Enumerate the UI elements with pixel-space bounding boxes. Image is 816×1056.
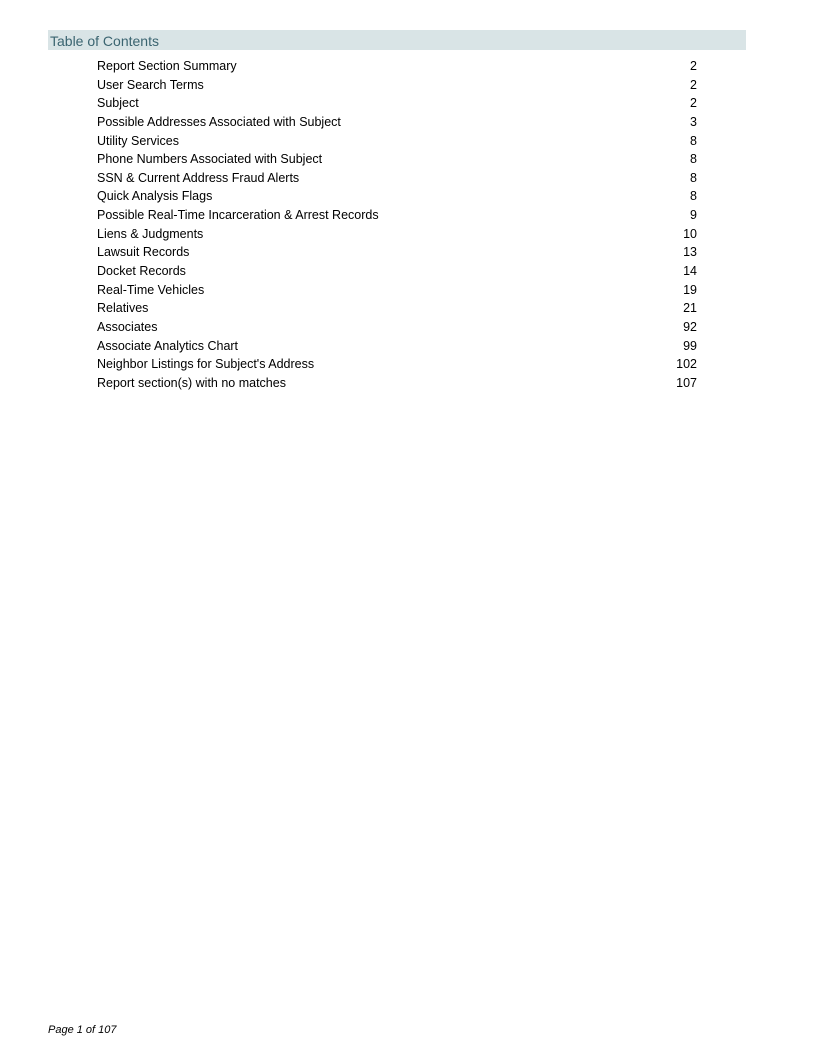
- toc-entry[interactable]: [97, 299, 697, 318]
- toc-entry-page-number[interactable]: 3: [690, 114, 697, 129]
- toc-title: Table of Contents: [50, 33, 159, 49]
- toc-entry-label[interactable]: Report section(s) with no matches: [97, 375, 286, 390]
- toc-entry[interactable]: [97, 132, 697, 151]
- toc-entry[interactable]: [97, 76, 697, 95]
- toc-entry[interactable]: [97, 281, 697, 300]
- toc-entry-label[interactable]: Quick Analysis Flags: [97, 189, 213, 204]
- toc-entry[interactable]: [97, 243, 697, 262]
- toc-entry-label[interactable]: Associates: [97, 319, 158, 334]
- toc-entry[interactable]: [97, 57, 697, 76]
- toc-entry-page-number[interactable]: 102: [676, 357, 697, 372]
- toc-entry[interactable]: [97, 187, 697, 206]
- toc-entry-label[interactable]: Report Section Summary: [97, 59, 237, 73]
- toc-entry-label[interactable]: Real-Time Vehicles: [97, 282, 205, 297]
- toc-entry-page-number[interactable]: 21: [683, 301, 697, 316]
- toc-entry-page-number[interactable]: 8: [690, 170, 697, 185]
- toc-entry-label[interactable]: Neighbor Listings for Subject's Address: [97, 357, 315, 372]
- toc-entry-page-number[interactable]: 92: [683, 319, 697, 334]
- page-number-footer: Page 1 of 107: [48, 1024, 117, 1036]
- toc-entry[interactable]: [97, 262, 697, 281]
- toc-header-bar: [48, 30, 746, 50]
- toc-entry-label[interactable]: Possible Real-Time Incarceration & Arrest Records: [97, 208, 379, 223]
- toc-entry-label[interactable]: Docket Records: [97, 264, 186, 279]
- toc-entry-label[interactable]: Utility Services: [97, 133, 179, 148]
- toc-entry[interactable]: [97, 355, 697, 374]
- toc-entry-page-number[interactable]: 2: [690, 59, 697, 73]
- toc-entry[interactable]: [97, 113, 697, 132]
- toc-entry-page-number[interactable]: 8: [690, 152, 697, 167]
- toc-entry-label[interactable]: Lawsuit Records: [97, 245, 190, 260]
- toc-entry-page-number[interactable]: 99: [683, 338, 697, 353]
- toc-entry[interactable]: [97, 169, 697, 188]
- toc-entry-label[interactable]: Subject: [97, 96, 139, 111]
- toc-entry-page-number[interactable]: 14: [683, 264, 697, 279]
- toc-entry-page-number[interactable]: 10: [683, 226, 697, 241]
- toc-entry-page-number[interactable]: 13: [683, 245, 697, 260]
- toc-entry-label[interactable]: Liens & Judgments: [97, 226, 204, 241]
- toc-entry[interactable]: [97, 337, 697, 356]
- toc-entry-page-number[interactable]: 107: [676, 375, 697, 390]
- toc-entry[interactable]: [97, 374, 697, 393]
- toc-entry[interactable]: [97, 225, 697, 244]
- toc-entry-label[interactable]: Possible Addresses Associated with Subject: [97, 114, 341, 129]
- toc-entry-page-number[interactable]: 8: [690, 189, 697, 204]
- toc-entry[interactable]: [97, 206, 697, 225]
- toc-entry-page-number[interactable]: 2: [690, 77, 697, 92]
- toc-entry-page-number[interactable]: 2: [690, 96, 697, 111]
- toc-entry-label[interactable]: User Search Terms: [97, 77, 204, 92]
- toc-entry[interactable]: [97, 318, 697, 337]
- toc-entry-label[interactable]: Associate Analytics Chart: [97, 338, 239, 353]
- toc-entry-label[interactable]: SSN & Current Address Fraud Alerts: [97, 170, 300, 185]
- toc-entry-label[interactable]: Relatives: [97, 301, 149, 316]
- toc-entry-page-number[interactable]: 19: [683, 282, 697, 297]
- toc-entry-page-number[interactable]: 9: [690, 208, 697, 223]
- toc-entry-label[interactable]: Phone Numbers Associated with Subject: [97, 152, 323, 167]
- toc-entry-page-number[interactable]: 8: [690, 133, 697, 148]
- toc-entry[interactable]: [97, 150, 697, 169]
- toc-list: [97, 57, 697, 393]
- toc-entry[interactable]: [97, 94, 697, 113]
